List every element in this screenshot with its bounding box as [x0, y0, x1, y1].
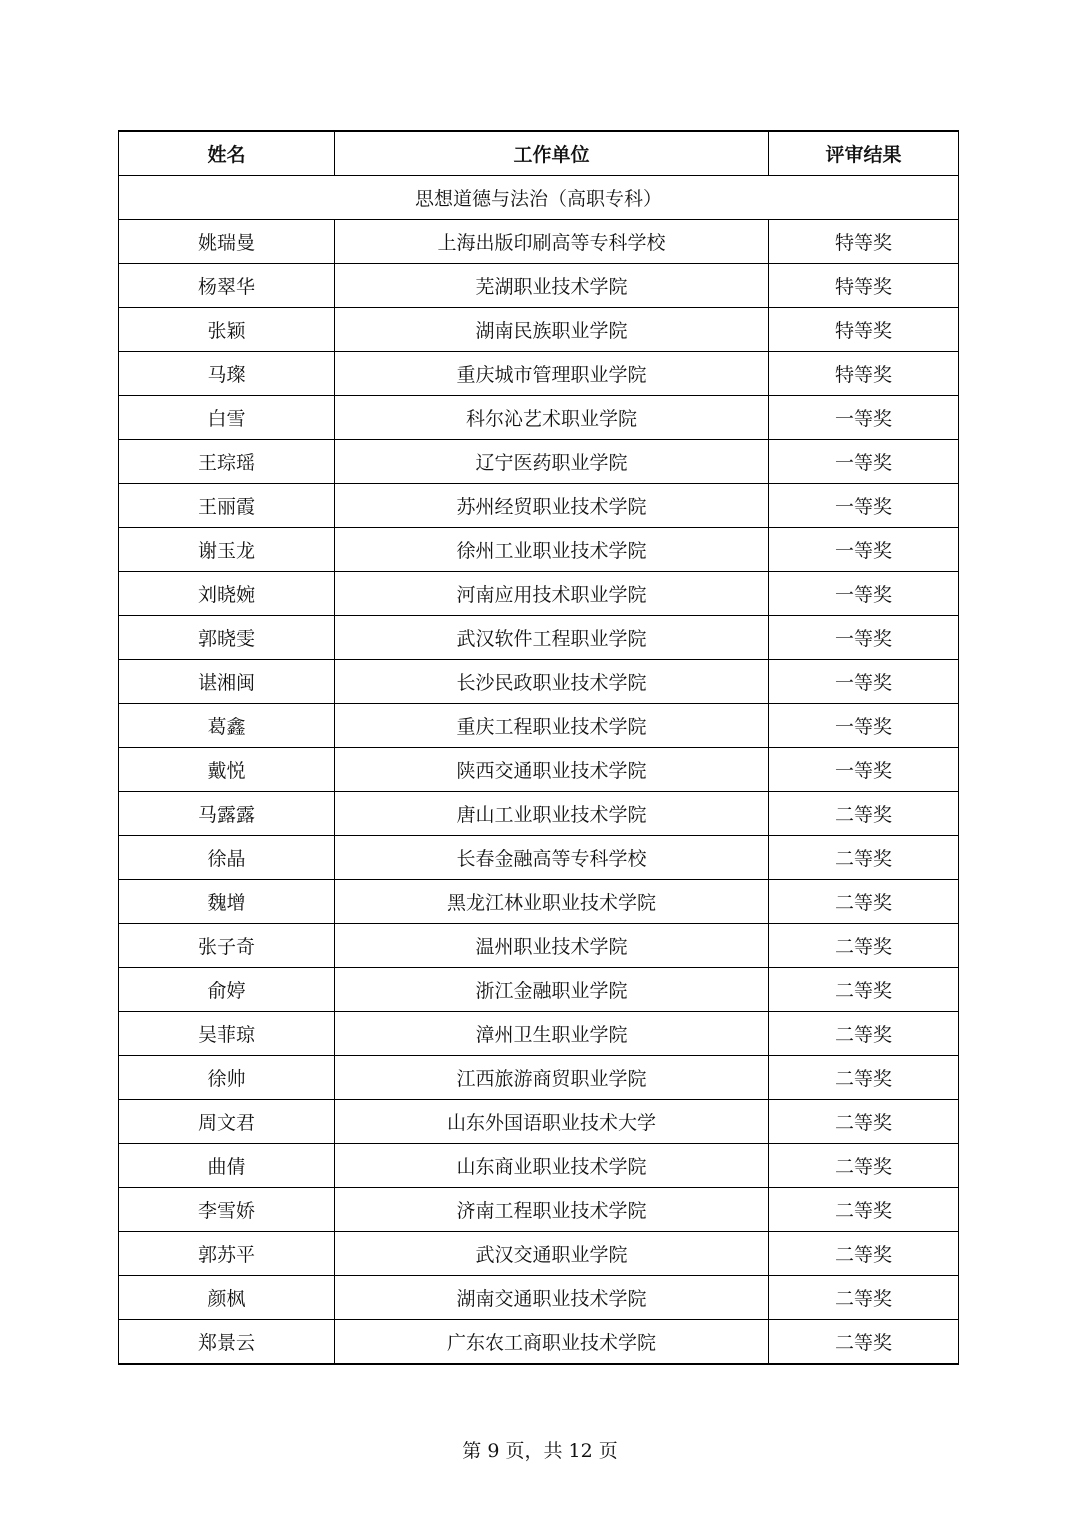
cell-workplace: 重庆工程职业技术学院 — [335, 704, 769, 748]
cell-workplace: 上海出版印刷高等专科学校 — [335, 220, 769, 264]
cell-name: 葛鑫 — [119, 704, 335, 748]
table-row — [119, 616, 959, 660]
cell-result: 二等奖 — [769, 924, 959, 968]
cell-workplace: 广东农工商职业技术学院 — [335, 1320, 769, 1365]
table-row — [119, 1188, 959, 1232]
cell-result: 二等奖 — [769, 968, 959, 1012]
cell-workplace: 浙江金融职业学院 — [335, 968, 769, 1012]
cell-result: 二等奖 — [769, 1144, 959, 1188]
cell-workplace: 辽宁医药职业学院 — [335, 440, 769, 484]
cell-name: 张颖 — [119, 308, 335, 352]
cell-result: 一等奖 — [769, 484, 959, 528]
cell-workplace: 河南应用技术职业学院 — [335, 572, 769, 616]
page-footer: 第 9 页，共 12 页 — [462, 1440, 618, 1462]
cell-name: 俞婷 — [119, 968, 335, 1012]
cell-workplace: 徐州工业职业技术学院 — [335, 528, 769, 572]
cell-result: 特等奖 — [769, 220, 959, 264]
cell-name: 刘晓婉 — [119, 572, 335, 616]
table-row — [119, 1232, 959, 1276]
cell-name: 徐晶 — [119, 836, 335, 880]
cell-name: 姚瑞曼 — [119, 220, 335, 264]
cell-workplace: 长春金融高等专科学校 — [335, 836, 769, 880]
section-title: 思想道德与法治（高职专科） — [119, 176, 959, 220]
cell-workplace: 长沙民政职业技术学院 — [335, 660, 769, 704]
table-row — [119, 1056, 959, 1100]
cell-name: 郭晓雯 — [119, 616, 335, 660]
table-row — [119, 264, 959, 308]
cell-workplace: 山东外国语职业技术大学 — [335, 1100, 769, 1144]
table-row — [119, 528, 959, 572]
cell-result: 二等奖 — [769, 1100, 959, 1144]
cell-result: 二等奖 — [769, 1012, 959, 1056]
cell-name: 魏增 — [119, 880, 335, 924]
cell-name: 郑景云 — [119, 1320, 335, 1365]
cell-workplace: 唐山工业职业技术学院 — [335, 792, 769, 836]
table-row — [119, 704, 959, 748]
cell-result: 一等奖 — [769, 704, 959, 748]
table-row — [119, 1100, 959, 1144]
table-row — [119, 880, 959, 924]
cell-name: 谌湘闽 — [119, 660, 335, 704]
cell-result: 一等奖 — [769, 528, 959, 572]
cell-result: 一等奖 — [769, 396, 959, 440]
table-row — [119, 440, 959, 484]
cell-name: 王琮瑶 — [119, 440, 335, 484]
cell-result: 一等奖 — [769, 748, 959, 792]
cell-workplace: 济南工程职业技术学院 — [335, 1188, 769, 1232]
table-row — [119, 792, 959, 836]
table-row — [119, 1276, 959, 1320]
cell-result: 一等奖 — [769, 572, 959, 616]
cell-name: 杨翠华 — [119, 264, 335, 308]
cell-workplace: 苏州经贸职业技术学院 — [335, 484, 769, 528]
cell-name: 李雪娇 — [119, 1188, 335, 1232]
cell-result: 一等奖 — [769, 660, 959, 704]
cell-result: 二等奖 — [769, 1188, 959, 1232]
cell-name: 谢玉龙 — [119, 528, 335, 572]
table-row — [119, 1320, 959, 1365]
cell-name: 戴悦 — [119, 748, 335, 792]
cell-name: 张子奇 — [119, 924, 335, 968]
cell-name: 吴菲琼 — [119, 1012, 335, 1056]
cell-name: 徐帅 — [119, 1056, 335, 1100]
cell-workplace: 武汉软件工程职业学院 — [335, 616, 769, 660]
cell-result: 二等奖 — [769, 1276, 959, 1320]
cell-workplace: 漳州卫生职业学院 — [335, 1012, 769, 1056]
table-row — [119, 660, 959, 704]
header-result: 评审结果 — [769, 131, 959, 176]
header-name: 姓名 — [119, 131, 335, 176]
cell-workplace: 武汉交通职业学院 — [335, 1232, 769, 1276]
cell-name: 马露露 — [119, 792, 335, 836]
cell-name: 颜枫 — [119, 1276, 335, 1320]
table-row — [119, 748, 959, 792]
document-page — [118, 130, 958, 1365]
cell-name: 王丽霞 — [119, 484, 335, 528]
table-row — [119, 484, 959, 528]
cell-result: 二等奖 — [769, 880, 959, 924]
header-workplace: 工作单位 — [335, 131, 769, 176]
table-header-row — [119, 131, 959, 176]
cell-name: 马璨 — [119, 352, 335, 396]
cell-workplace: 温州职业技术学院 — [335, 924, 769, 968]
cell-workplace: 山东商业职业技术学院 — [335, 1144, 769, 1188]
cell-result: 特等奖 — [769, 264, 959, 308]
cell-workplace: 重庆城市管理职业学院 — [335, 352, 769, 396]
table-row — [119, 220, 959, 264]
cell-result: 二等奖 — [769, 1232, 959, 1276]
cell-result: 二等奖 — [769, 836, 959, 880]
cell-workplace: 湖南交通职业技术学院 — [335, 1276, 769, 1320]
cell-workplace: 芜湖职业技术学院 — [335, 264, 769, 308]
cell-result: 二等奖 — [769, 792, 959, 836]
cell-name: 郭苏平 — [119, 1232, 335, 1276]
table-row — [119, 836, 959, 880]
table-row — [119, 968, 959, 1012]
cell-workplace: 黑龙江林业职业技术学院 — [335, 880, 769, 924]
cell-name: 白雪 — [119, 396, 335, 440]
table-row — [119, 1012, 959, 1056]
cell-workplace: 科尔沁艺术职业学院 — [335, 396, 769, 440]
cell-workplace: 江西旅游商贸职业学院 — [335, 1056, 769, 1100]
cell-workplace: 湖南民族职业学院 — [335, 308, 769, 352]
table-row — [119, 924, 959, 968]
cell-workplace: 陕西交通职业技术学院 — [335, 748, 769, 792]
table-row — [119, 572, 959, 616]
cell-result: 一等奖 — [769, 616, 959, 660]
cell-name: 曲倩 — [119, 1144, 335, 1188]
cell-result: 特等奖 — [769, 308, 959, 352]
awards-table — [118, 130, 959, 1365]
table-row — [119, 308, 959, 352]
cell-result: 特等奖 — [769, 352, 959, 396]
cell-result: 一等奖 — [769, 440, 959, 484]
cell-name: 周文君 — [119, 1100, 335, 1144]
table-row — [119, 352, 959, 396]
cell-result: 二等奖 — [769, 1320, 959, 1365]
section-row — [119, 176, 959, 220]
table-row — [119, 1144, 959, 1188]
cell-result: 二等奖 — [769, 1056, 959, 1100]
table-row — [119, 396, 959, 440]
